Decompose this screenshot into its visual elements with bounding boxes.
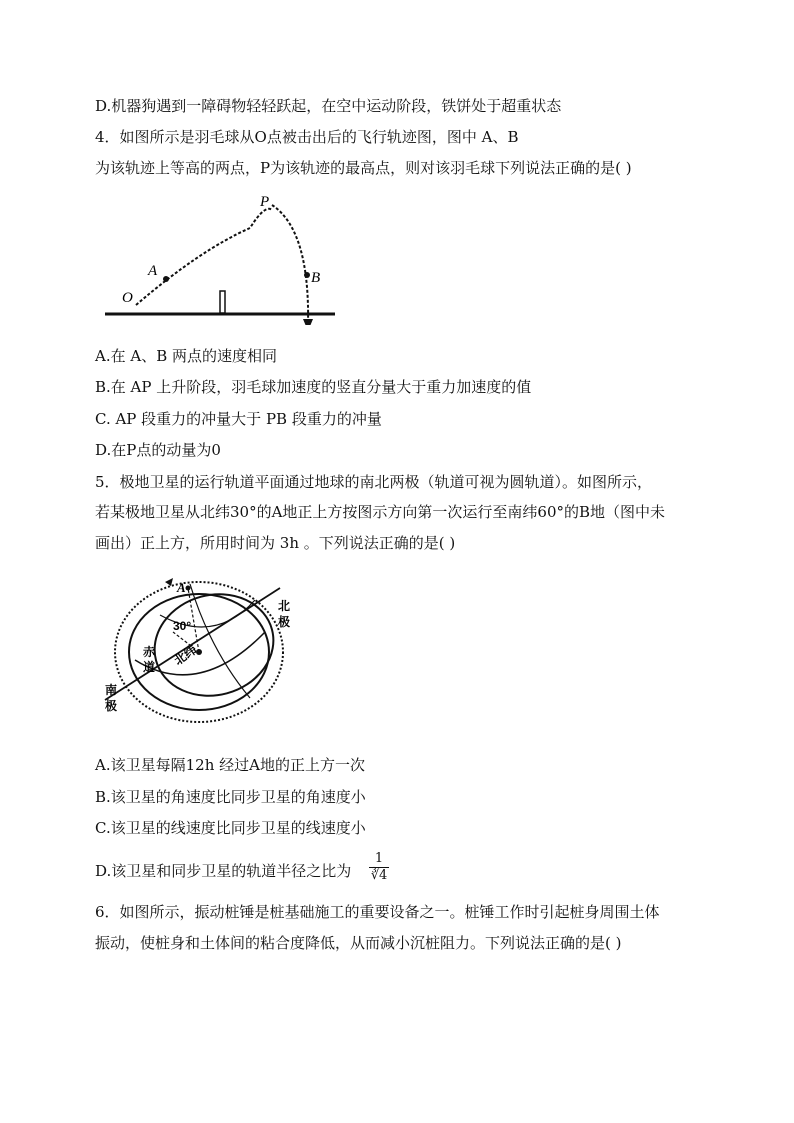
trajectory-falling (272, 205, 308, 325)
polar-axis (105, 588, 280, 700)
badminton-trajectory-figure (100, 190, 340, 325)
north-latitude-label: 北纬 (171, 642, 200, 668)
label-b: B (311, 270, 321, 286)
q5-stem-line2: 若某极地卫星从北纬30°的A地正上方按图示方向第一次运行至南纬60°的B地（图中未 (95, 503, 666, 521)
meridian-line (190, 584, 250, 698)
fraction-one-over-cuberoot-four (367, 851, 391, 884)
label-a: A (177, 580, 186, 595)
q5-option-d: D.该卫星和同步卫星的轨道半径之比为 (95, 862, 352, 880)
q4-stem-line1: 4．如图所示是羽毛球从O点被击出后的飞行轨迹图，图中 A、B (95, 128, 519, 146)
q5-option-c: C.该卫星的线速度比同步卫星的线速度小 (95, 819, 366, 837)
point-a-dot (186, 586, 191, 591)
q4-option-a: A.在 A、B 两点的速度相同 (95, 347, 277, 365)
q3-option-d: D.机器狗遇到一障碍物轻轻跃起，在空中运动阶段，铁饼处于超重状态 (95, 97, 562, 115)
q5-stem-line1: 5．极地卫星的运行轨道平面通过地球的南北两极（轨道可视为圆轨道）。如图所示， (95, 473, 653, 491)
q4-option-b: B.在 AP 上升阶段，羽毛球加速度的竖直分量大于重力加速度的值 (95, 378, 532, 396)
q5-option-b: B.该卫星的角速度比同步卫星的角速度小 (95, 788, 366, 806)
q5-stem-line3: 画出）正上方，所用时间为 3h 。下列说法正确的是( ) (95, 534, 456, 552)
q4-stem-line2: 为该轨迹上等高的两点，P为该轨迹的最高点，则对该羽毛球下列说法正确的是( ) (95, 159, 632, 177)
q6-stem-line1: 6．如图所示，振动桩锤是桩基础施工的重要设备之一。桩锤工作时引起桩身周围土体 (95, 903, 660, 921)
trajectory-rising (136, 209, 272, 305)
equator-label-2: 道 (143, 660, 156, 674)
arrow-head (303, 319, 313, 325)
south-pole-label-1: 南 (105, 683, 118, 697)
label-a: A (148, 263, 158, 279)
polar-orbit-figure (95, 570, 305, 740)
point-b-dot (304, 272, 310, 278)
fraction-numerator: 1 (374, 851, 384, 866)
q4-option-c: C. AP 段重力的冲量大于 PB 段重力的冲量 (95, 410, 382, 428)
q5-option-a: A.该卫星每隔12h 经过A地的正上方一次 (95, 756, 365, 774)
point-a-dot (163, 276, 169, 282)
q4-option-d: D.在P点的动量为0 (95, 441, 221, 459)
label-p: P (260, 194, 270, 210)
angle-label: 30° (173, 619, 192, 633)
north-pole-label-1: 北 (278, 599, 291, 613)
label-o: O (122, 290, 133, 306)
net-post (220, 291, 225, 313)
north-pole-label-2: 极 (278, 615, 291, 629)
orbit-direction-arrow (165, 578, 173, 586)
south-pole-label-2: 极 (105, 699, 118, 713)
equator-label-1: 赤 (143, 645, 156, 659)
q6-stem-line2: 振动，使桩身和土体间的粘合度降低，从而减小沉桩阻力。下列说法正确的是( ) (95, 934, 622, 952)
fraction-denominator: ∛4 (370, 868, 388, 883)
